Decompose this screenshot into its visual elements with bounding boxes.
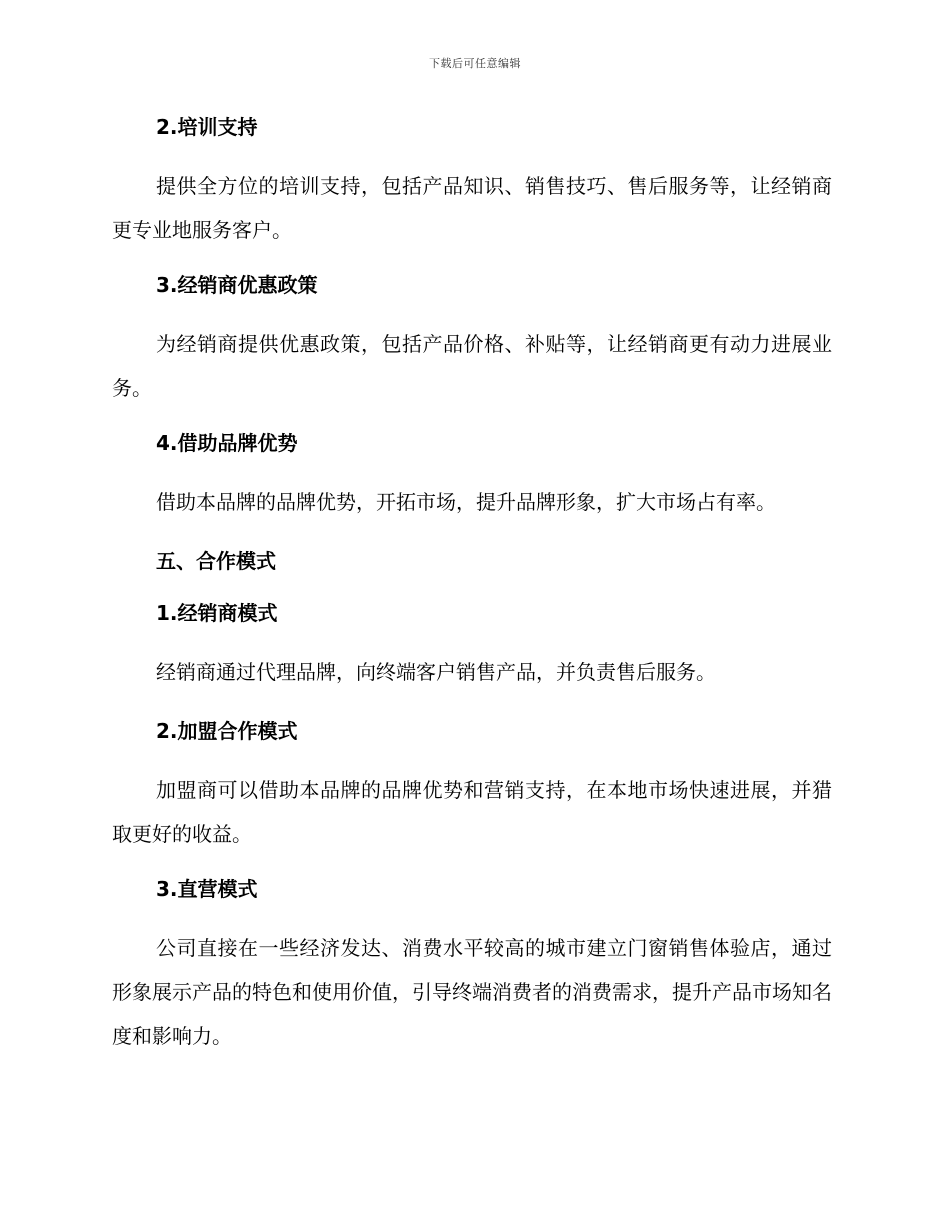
paragraph-dealer-mode: 经销商通过代理品牌，向终端客户销售产品，并负责售后服务。	[156, 660, 716, 684]
paragraph-dealer-policy: 为经销商提供优惠政策，包括产品价格、补贴等，让经销商更有动力进展业务。	[112, 332, 832, 400]
section-heading-dealer-policy: 3.经销商优惠政策	[156, 273, 318, 297]
paragraph-training: 提供全方位的培训支持，包括产品知识、销售技巧、售后服务等，让经销商更专业地服务客户。	[112, 174, 832, 242]
paragraph-franchise-mode: 加盟商可以借助本品牌的品牌优势和营销支持，在本地市场快速进展，并猎取更好的收益。	[112, 778, 832, 846]
section-heading-training: 2.培训支持	[156, 115, 258, 139]
section-heading-dealer-mode: 1.经销商模式	[156, 601, 278, 625]
section-heading-direct-mode: 3.直营模式	[156, 877, 258, 901]
document-body	[112, 112, 832, 1076]
page-header-note: 下载后可任意编辑	[429, 57, 521, 70]
section-heading-brand-advantage: 4.借助品牌优势	[156, 431, 298, 455]
paragraph-direct-mode: 公司直接在一些经济发达、消费水平较高的城市建立门窗销售体验店，通过形象展示产品的特色和使用价值，引导终端消费者的消费需求，提升产品市场知名度和影响力。	[112, 936, 832, 1048]
paragraph-brand-advantage: 借助本品牌的品牌优势，开拓市场，提升品牌形象，扩大市场占有率。	[156, 490, 776, 514]
chapter-heading-cooperation-modes: 五、合作模式	[156, 549, 276, 573]
section-heading-franchise-mode: 2.加盟合作模式	[156, 719, 298, 743]
